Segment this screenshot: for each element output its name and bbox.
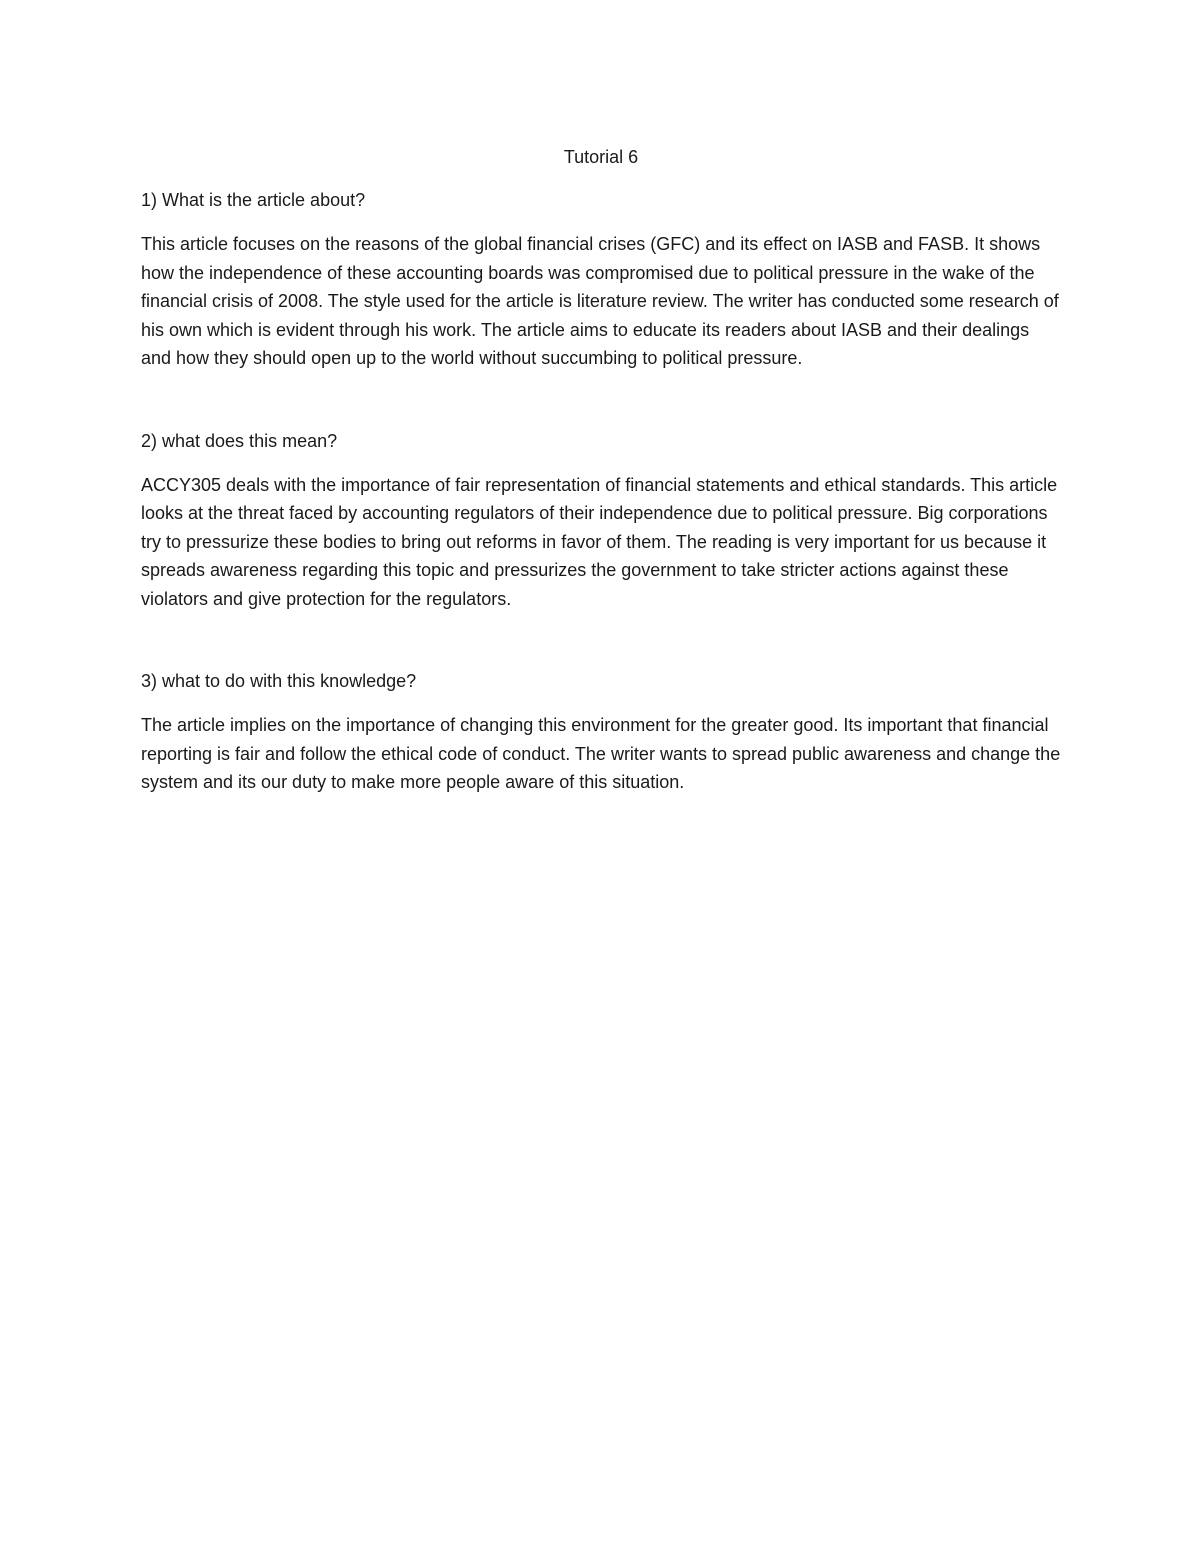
- question-1: 1) What is the article about?: [141, 190, 366, 210]
- section-article-about: [141, 186, 1061, 373]
- document-title: Tutorial 6: [563, 147, 639, 167]
- question-3: 3) what to do with this knowledge?: [141, 671, 417, 691]
- answer-2: ACCY305 deals with the importance of fair representation of financial statements and ethical standards. This article looks at the threat faced by accounting regulators of their independence due to political pressure. Big corporations try to pressurize these bodies to bring out reforms in favor of them. The reading is very important for us because it spreads awareness regarding this topic and pressurizes the government to take stricter actions against these violators and give protection for the regulators.: [141, 474, 1058, 609]
- question-2: 2) what does this mean?: [141, 430, 338, 451]
- answer-3: The article implies on the importance of changing this environment for the greater good. Its important that financial reporting is fair and follow the ethical code of conduct. The writer wants to spread public awareness and change the system and its our duty to make more people aware of this situation.: [141, 715, 1061, 792]
- section-what-does-this-mean: [141, 427, 1061, 614]
- section-spacer: [141, 613, 1061, 667]
- document-body: [141, 143, 1061, 797]
- section-what-to-do: [141, 667, 1061, 797]
- section-spacer: [141, 373, 1061, 427]
- answer-1: This article focuses on the reasons of the global financial crises (GFC) and its effect on IASB and FASB. It shows how the independence of these accounting boards was compromised due to political pressure in the wake of the financial crisis of 2008. The style used for the article is literature review. The writer has conducted some research of his own which is evident through his work. The article aims to educate its readers about IASB and their dealings and how they should open up to the world without succumbing to political pressure.: [141, 234, 1059, 368]
